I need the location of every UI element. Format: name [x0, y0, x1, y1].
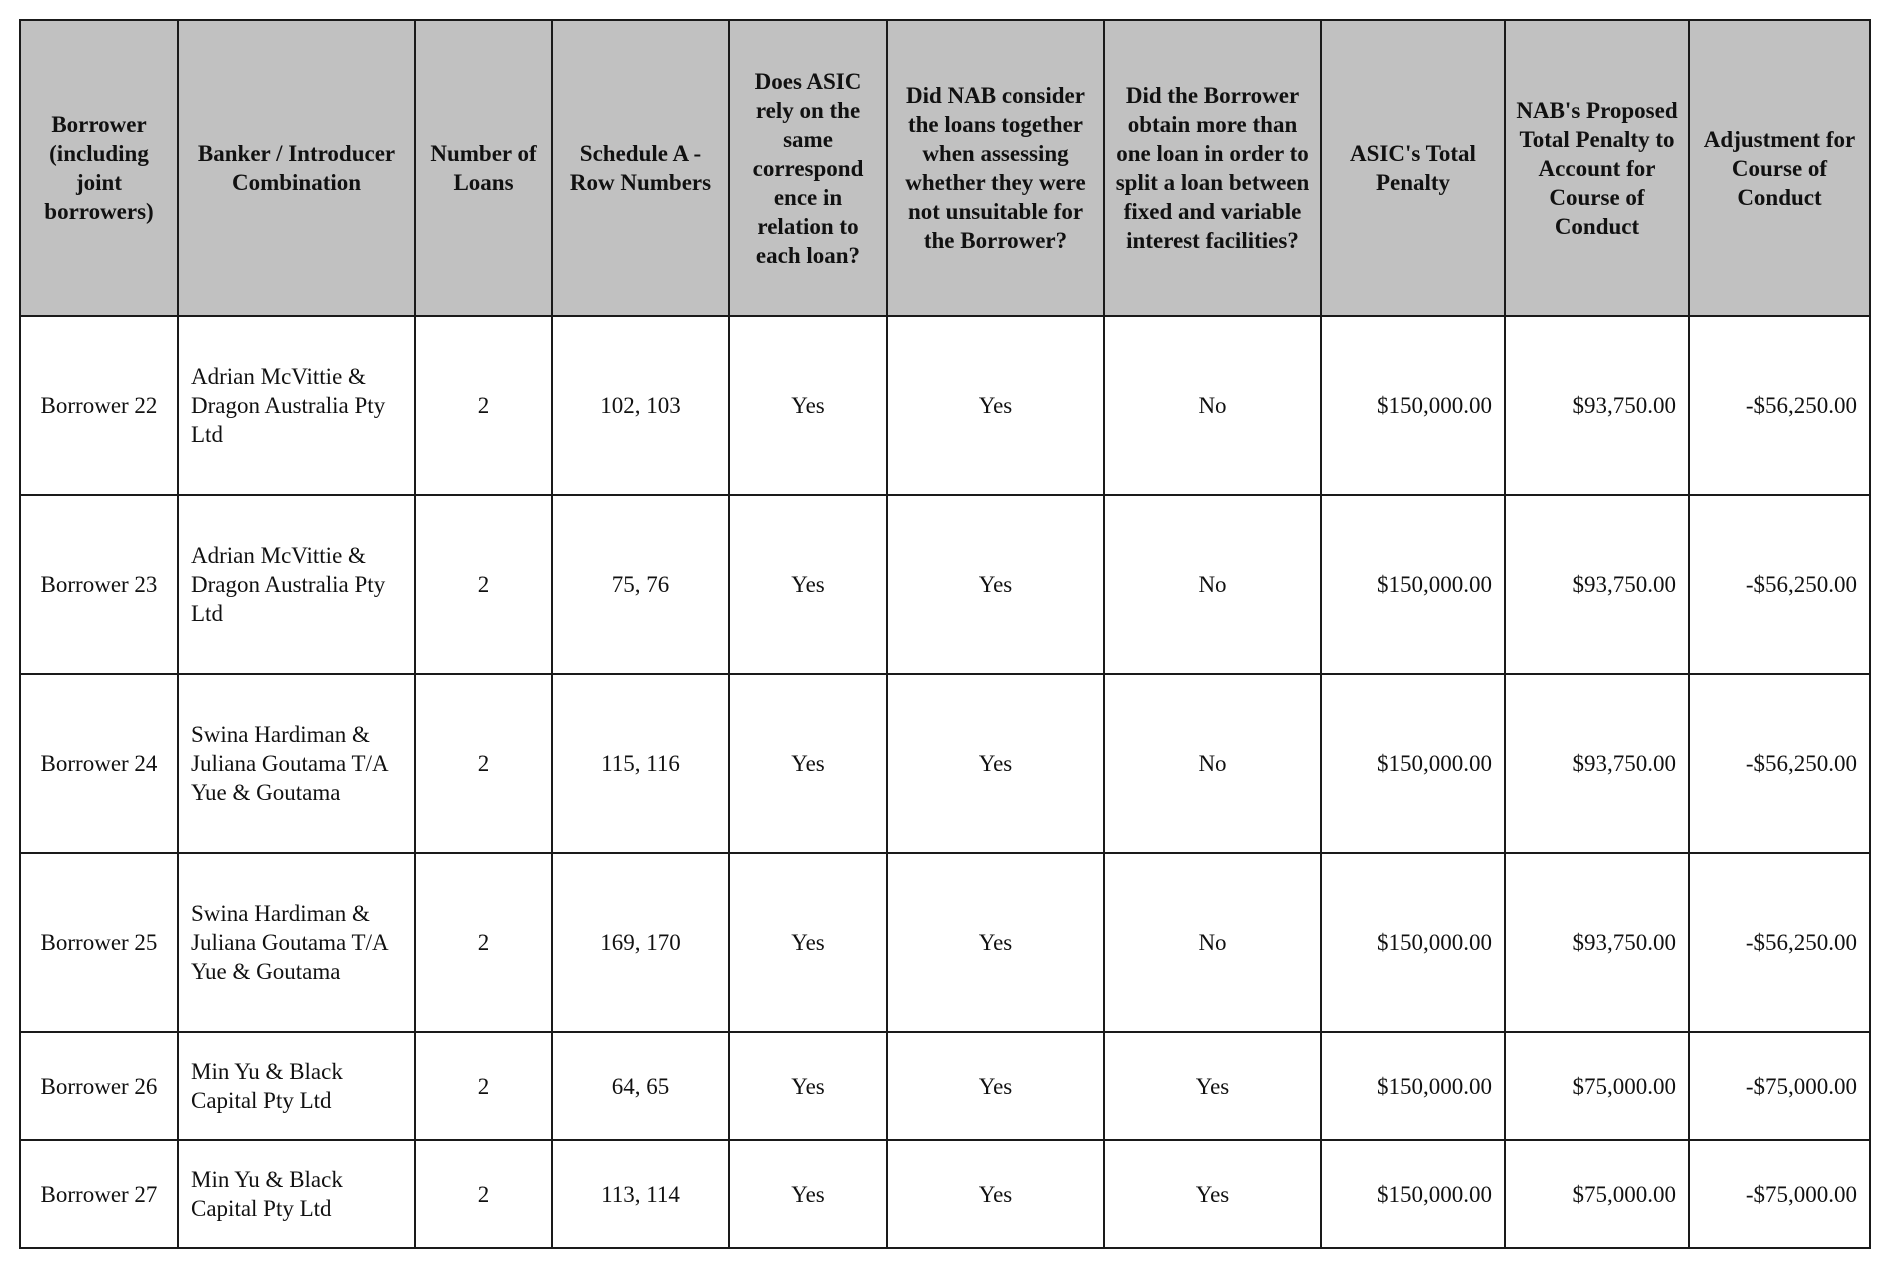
cell-adjustment: -$75,000.00: [1689, 1032, 1870, 1140]
table-row: [20, 1032, 1870, 1140]
cell-asic-total-penalty: $150,000.00: [1321, 853, 1505, 1032]
cell-borrower: Borrower 23: [20, 495, 178, 674]
cell-number-of-loans: 2: [415, 674, 552, 853]
header-row: [20, 20, 1870, 316]
cell-asic-total-penalty: $150,000.00: [1321, 316, 1505, 495]
cell-nab-proposed-penalty: $93,750.00: [1505, 495, 1689, 674]
cell-borrower: Borrower 26: [20, 1032, 178, 1140]
cell-same-correspondence: Yes: [729, 316, 887, 495]
header-split-loan: Did the Borrower obtain more than one loan in order to split a loan between fixed and variable interest facilities?: [1104, 20, 1321, 316]
cell-borrower: Borrower 24: [20, 674, 178, 853]
table-header: [20, 20, 1870, 316]
cell-borrower: Borrower 27: [20, 1140, 178, 1248]
cell-nab-proposed-penalty: $75,000.00: [1505, 1032, 1689, 1140]
cell-schedule-rows: 75, 76: [552, 495, 729, 674]
cell-banker-introducer: Min Yu & Black Capital Pty Ltd: [178, 1032, 415, 1140]
cell-schedule-rows: 115, 116: [552, 674, 729, 853]
cell-considered-together: Yes: [887, 674, 1104, 853]
cell-adjustment: -$75,000.00: [1689, 1140, 1870, 1248]
cell-number-of-loans: 2: [415, 853, 552, 1032]
cell-considered-together: Yes: [887, 1140, 1104, 1248]
cell-banker-introducer: Swina Hardiman & Juliana Goutama T/A Yue & Goutama: [178, 853, 415, 1032]
cell-same-correspondence: Yes: [729, 1140, 887, 1248]
cell-considered-together: Yes: [887, 495, 1104, 674]
cell-considered-together: Yes: [887, 1032, 1104, 1140]
header-considered-together: Did NAB consider the loans together when assessing whether they were not unsuitable for the Borrower?: [887, 20, 1104, 316]
cell-number-of-loans: 2: [415, 495, 552, 674]
table-body: [20, 316, 1870, 1248]
table-row: [20, 316, 1870, 495]
cell-nab-proposed-penalty: $75,000.00: [1505, 1140, 1689, 1248]
cell-considered-together: Yes: [887, 316, 1104, 495]
cell-schedule-rows: 64, 65: [552, 1032, 729, 1140]
header-schedule-rows: Schedule A - Row Numbers: [552, 20, 729, 316]
table-row: [20, 674, 1870, 853]
cell-considered-together: Yes: [887, 853, 1104, 1032]
cell-nab-proposed-penalty: $93,750.00: [1505, 316, 1689, 495]
header-asic-total-penalty: ASIC's Total Penalty: [1321, 20, 1505, 316]
cell-banker-introducer: Adrian McVittie & Dragon Australia Pty Ltd: [178, 316, 415, 495]
table-row: [20, 495, 1870, 674]
cell-adjustment: -$56,250.00: [1689, 495, 1870, 674]
header-same-correspondence: Does ASIC rely on the same correspond ence in relation to each loan?: [729, 20, 887, 316]
cell-split-loan: No: [1104, 316, 1321, 495]
cell-adjustment: -$56,250.00: [1689, 674, 1870, 853]
cell-schedule-rows: 113, 114: [552, 1140, 729, 1248]
cell-schedule-rows: 102, 103: [552, 316, 729, 495]
cell-adjustment: -$56,250.00: [1689, 316, 1870, 495]
cell-number-of-loans: 2: [415, 316, 552, 495]
table-row: [20, 853, 1870, 1032]
cell-nab-proposed-penalty: $93,750.00: [1505, 674, 1689, 853]
cell-number-of-loans: 2: [415, 1140, 552, 1248]
cell-schedule-rows: 169, 170: [552, 853, 729, 1032]
cell-asic-total-penalty: $150,000.00: [1321, 674, 1505, 853]
cell-number-of-loans: 2: [415, 1032, 552, 1140]
cell-split-loan: No: [1104, 674, 1321, 853]
cell-borrower: Borrower 22: [20, 316, 178, 495]
cell-adjustment: -$56,250.00: [1689, 853, 1870, 1032]
cell-nab-proposed-penalty: $93,750.00: [1505, 853, 1689, 1032]
cell-asic-total-penalty: $150,000.00: [1321, 1032, 1505, 1140]
header-banker-introducer: Banker / Introducer Combination: [178, 20, 415, 316]
header-borrower: Borrower (including joint borrowers): [20, 20, 178, 316]
cell-same-correspondence: Yes: [729, 853, 887, 1032]
penalty-table: [19, 19, 1871, 1249]
cell-banker-introducer: Swina Hardiman & Juliana Goutama T/A Yue & Goutama: [178, 674, 415, 853]
cell-banker-introducer: Adrian McVittie & Dragon Australia Pty Ltd: [178, 495, 415, 674]
cell-same-correspondence: Yes: [729, 674, 887, 853]
cell-same-correspondence: Yes: [729, 495, 887, 674]
cell-split-loan: Yes: [1104, 1032, 1321, 1140]
cell-split-loan: No: [1104, 853, 1321, 1032]
header-nab-proposed-penalty: NAB's Proposed Total Penalty to Account for Course of Conduct: [1505, 20, 1689, 316]
cell-asic-total-penalty: $150,000.00: [1321, 495, 1505, 674]
table-row: [20, 1140, 1870, 1248]
header-adjustment: Adjustment for Course of Conduct: [1689, 20, 1870, 316]
header-number-of-loans: Number of Loans: [415, 20, 552, 316]
cell-asic-total-penalty: $150,000.00: [1321, 1140, 1505, 1248]
cell-same-correspondence: Yes: [729, 1032, 887, 1140]
cell-banker-introducer: Min Yu & Black Capital Pty Ltd: [178, 1140, 415, 1248]
cell-split-loan: Yes: [1104, 1140, 1321, 1248]
cell-borrower: Borrower 25: [20, 853, 178, 1032]
cell-split-loan: No: [1104, 495, 1321, 674]
